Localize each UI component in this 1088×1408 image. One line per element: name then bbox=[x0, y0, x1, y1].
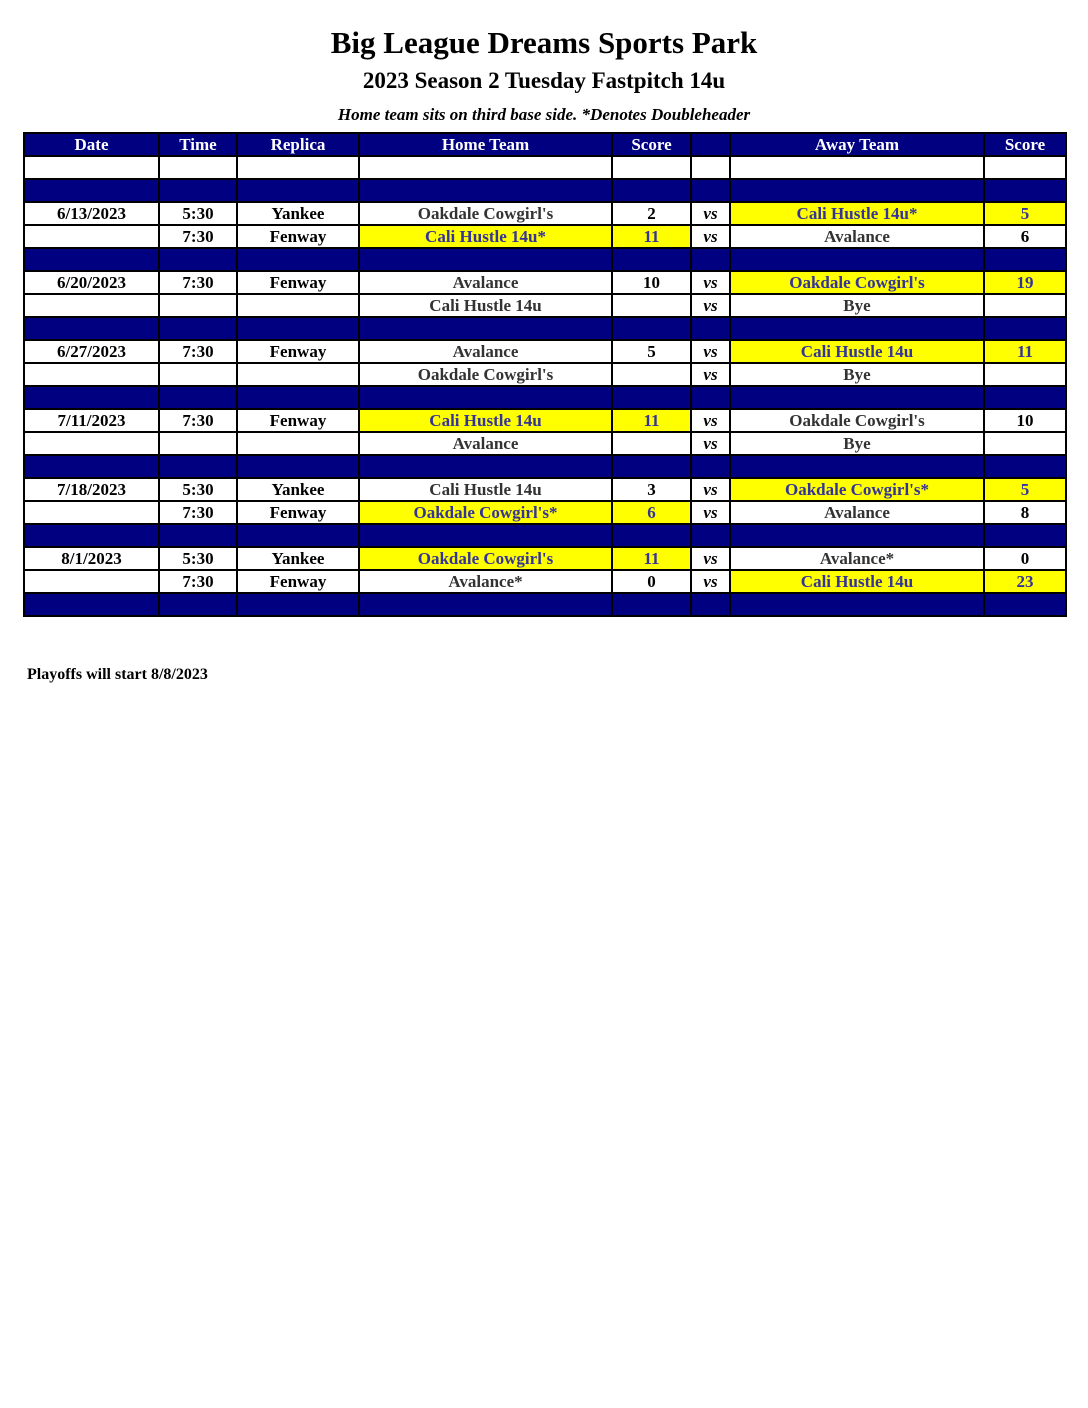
time-cell: 7:30 bbox=[159, 570, 237, 593]
replica-cell: Fenway bbox=[237, 409, 359, 432]
column-header-date: Date bbox=[24, 133, 159, 156]
table-row bbox=[24, 478, 1066, 501]
home-score-cell bbox=[612, 363, 691, 386]
date-cell: 7/11/2023 bbox=[24, 409, 159, 432]
date-cell bbox=[24, 294, 159, 317]
vs-cell: vs bbox=[691, 547, 730, 570]
vs-cell bbox=[691, 248, 730, 271]
replica-cell: Fenway bbox=[237, 225, 359, 248]
vs-cell bbox=[691, 524, 730, 547]
home-score-cell bbox=[612, 294, 691, 317]
time-cell: 7:30 bbox=[159, 409, 237, 432]
table-row bbox=[24, 340, 1066, 363]
vs-cell: vs bbox=[691, 294, 730, 317]
away-score-cell bbox=[984, 317, 1066, 340]
away-team-cell bbox=[730, 593, 984, 616]
home-team-cell: Cali Hustle 14u bbox=[359, 478, 612, 501]
home-team-cell: Avalance bbox=[359, 271, 612, 294]
away-team-cell: Bye bbox=[730, 432, 984, 455]
time-cell bbox=[159, 455, 237, 478]
vs-cell bbox=[691, 179, 730, 202]
away-score-cell: 11 bbox=[984, 340, 1066, 363]
home-score-cell bbox=[612, 179, 691, 202]
vs-cell bbox=[691, 317, 730, 340]
table-row bbox=[24, 501, 1066, 524]
date-cell bbox=[24, 432, 159, 455]
home-score-cell: 10 bbox=[612, 271, 691, 294]
replica-cell bbox=[237, 455, 359, 478]
replica-cell bbox=[237, 432, 359, 455]
away-team-cell: Cali Hustle 14u bbox=[730, 340, 984, 363]
home-team-cell bbox=[359, 179, 612, 202]
vs-cell bbox=[691, 593, 730, 616]
replica-cell bbox=[237, 294, 359, 317]
away-score-cell bbox=[984, 455, 1066, 478]
vs-cell: vs bbox=[691, 340, 730, 363]
time-cell: 7:30 bbox=[159, 271, 237, 294]
page-subtitle: 2023 Season 2 Tuesday Fastpitch 14u bbox=[362, 68, 726, 93]
replica-cell bbox=[237, 363, 359, 386]
time-cell bbox=[159, 179, 237, 202]
date-cell bbox=[24, 156, 159, 179]
away-team-cell bbox=[730, 248, 984, 271]
time-cell bbox=[159, 156, 237, 179]
away-team-cell: Oakdale Cowgirl's bbox=[730, 409, 984, 432]
time-cell bbox=[159, 317, 237, 340]
home-team-cell bbox=[359, 386, 612, 409]
time-cell bbox=[159, 294, 237, 317]
home-team-cell: Oakdale Cowgirl's bbox=[359, 202, 612, 225]
home-score-cell bbox=[612, 524, 691, 547]
home-score-cell: 11 bbox=[612, 547, 691, 570]
away-team-cell: Oakdale Cowgirl's bbox=[730, 271, 984, 294]
home-score-cell bbox=[612, 248, 691, 271]
replica-cell: Yankee bbox=[237, 547, 359, 570]
table-row bbox=[24, 432, 1066, 455]
column-header-away-team: Away Team bbox=[730, 133, 984, 156]
column-header-replica: Replica bbox=[237, 133, 359, 156]
home-team-cell: Oakdale Cowgirl's* bbox=[359, 501, 612, 524]
date-cell: 6/20/2023 bbox=[24, 271, 159, 294]
column-header-home-score: Score bbox=[612, 133, 691, 156]
separator-row bbox=[24, 386, 1066, 409]
separator-row bbox=[24, 455, 1066, 478]
vs-cell: vs bbox=[691, 432, 730, 455]
away-team-cell: Bye bbox=[730, 363, 984, 386]
date-cell bbox=[24, 317, 159, 340]
home-score-cell bbox=[612, 432, 691, 455]
away-score-cell bbox=[984, 524, 1066, 547]
time-cell bbox=[159, 248, 237, 271]
time-cell bbox=[159, 386, 237, 409]
separator-row bbox=[24, 179, 1066, 202]
replica-cell bbox=[237, 248, 359, 271]
away-team-cell bbox=[730, 179, 984, 202]
home-team-cell: Oakdale Cowgirl's bbox=[359, 363, 612, 386]
time-cell bbox=[159, 524, 237, 547]
home-score-cell: 11 bbox=[612, 409, 691, 432]
away-score-cell: 0 bbox=[984, 547, 1066, 570]
table-row bbox=[24, 409, 1066, 432]
away-team-cell: Avalance bbox=[730, 225, 984, 248]
home-team-cell bbox=[359, 156, 612, 179]
replica-cell: Fenway bbox=[237, 501, 359, 524]
home-team-cell: Avalance* bbox=[359, 570, 612, 593]
vs-cell: vs bbox=[691, 202, 730, 225]
home-team-cell bbox=[359, 248, 612, 271]
time-cell bbox=[159, 593, 237, 616]
table-row bbox=[24, 271, 1066, 294]
away-team-cell: Cali Hustle 14u* bbox=[730, 202, 984, 225]
away-team-cell: Cali Hustle 14u bbox=[730, 570, 984, 593]
date-cell bbox=[24, 524, 159, 547]
page-title: Big League Dreams Sports Park bbox=[330, 25, 758, 60]
away-score-cell bbox=[984, 432, 1066, 455]
header-row bbox=[24, 133, 1066, 156]
home-team-cell: Cali Hustle 14u bbox=[359, 294, 612, 317]
time-cell: 5:30 bbox=[159, 547, 237, 570]
away-score-cell: 8 bbox=[984, 501, 1066, 524]
home-team-cell bbox=[359, 593, 612, 616]
away-score-cell: 5 bbox=[984, 202, 1066, 225]
date-cell: 6/27/2023 bbox=[24, 340, 159, 363]
home-team-cell bbox=[359, 317, 612, 340]
separator-row bbox=[24, 593, 1066, 616]
away-score-cell bbox=[984, 156, 1066, 179]
home-score-cell: 6 bbox=[612, 501, 691, 524]
vs-cell: vs bbox=[691, 570, 730, 593]
time-cell: 5:30 bbox=[159, 478, 237, 501]
vs-cell: vs bbox=[691, 501, 730, 524]
home-score-cell bbox=[612, 156, 691, 179]
vs-cell: vs bbox=[691, 478, 730, 501]
vs-cell bbox=[691, 455, 730, 478]
replica-cell: Fenway bbox=[237, 340, 359, 363]
home-score-cell bbox=[612, 317, 691, 340]
separator-row bbox=[24, 317, 1066, 340]
away-score-cell bbox=[984, 593, 1066, 616]
away-team-cell bbox=[730, 156, 984, 179]
vs-cell: vs bbox=[691, 225, 730, 248]
date-cell bbox=[24, 501, 159, 524]
away-team-cell: Avalance* bbox=[730, 547, 984, 570]
away-team-cell bbox=[730, 455, 984, 478]
replica-cell bbox=[237, 179, 359, 202]
page-note: Home team sits on third base side. *Denotes Doubleheader bbox=[337, 105, 751, 124]
replica-cell: Fenway bbox=[237, 570, 359, 593]
schedule-table bbox=[23, 132, 1067, 617]
away-score-cell: 6 bbox=[984, 225, 1066, 248]
time-cell bbox=[159, 363, 237, 386]
home-score-cell bbox=[612, 455, 691, 478]
replica-cell bbox=[237, 317, 359, 340]
vs-cell bbox=[691, 386, 730, 409]
time-cell: 7:30 bbox=[159, 501, 237, 524]
replica-cell bbox=[237, 593, 359, 616]
replica-cell: Fenway bbox=[237, 271, 359, 294]
away-score-cell bbox=[984, 386, 1066, 409]
table-row bbox=[24, 570, 1066, 593]
date-cell: 6/13/2023 bbox=[24, 202, 159, 225]
away-team-cell: Oakdale Cowgirl's* bbox=[730, 478, 984, 501]
replica-cell bbox=[237, 156, 359, 179]
blank-row bbox=[24, 156, 1066, 179]
home-score-cell: 2 bbox=[612, 202, 691, 225]
separator-row bbox=[24, 248, 1066, 271]
date-cell bbox=[24, 593, 159, 616]
time-cell: 5:30 bbox=[159, 202, 237, 225]
away-score-cell: 5 bbox=[984, 478, 1066, 501]
table-row bbox=[24, 202, 1066, 225]
date-cell: 7/18/2023 bbox=[24, 478, 159, 501]
replica-cell bbox=[237, 524, 359, 547]
home-team-cell bbox=[359, 524, 612, 547]
table-row bbox=[24, 294, 1066, 317]
away-team-cell bbox=[730, 524, 984, 547]
table-row bbox=[24, 547, 1066, 570]
home-team-cell: Oakdale Cowgirl's bbox=[359, 547, 612, 570]
date-cell bbox=[24, 225, 159, 248]
replica-cell: Yankee bbox=[237, 202, 359, 225]
vs-cell: vs bbox=[691, 271, 730, 294]
away-score-cell bbox=[984, 179, 1066, 202]
date-cell: 8/1/2023 bbox=[24, 547, 159, 570]
home-team-cell bbox=[359, 455, 612, 478]
away-team-cell bbox=[730, 386, 984, 409]
table-row bbox=[24, 225, 1066, 248]
home-score-cell: 5 bbox=[612, 340, 691, 363]
date-cell bbox=[24, 570, 159, 593]
away-team-cell: Bye bbox=[730, 294, 984, 317]
replica-cell: Yankee bbox=[237, 478, 359, 501]
column-header-away-score: Score bbox=[984, 133, 1066, 156]
home-team-cell: Cali Hustle 14u bbox=[359, 409, 612, 432]
home-score-cell bbox=[612, 386, 691, 409]
away-score-cell: 19 bbox=[984, 271, 1066, 294]
replica-cell bbox=[237, 386, 359, 409]
away-score-cell: 10 bbox=[984, 409, 1066, 432]
vs-cell: vs bbox=[691, 409, 730, 432]
vs-cell: vs bbox=[691, 363, 730, 386]
date-cell bbox=[24, 248, 159, 271]
away-score-cell bbox=[984, 294, 1066, 317]
time-cell: 7:30 bbox=[159, 340, 237, 363]
date-cell bbox=[24, 363, 159, 386]
home-score-cell: 3 bbox=[612, 478, 691, 501]
date-cell bbox=[24, 455, 159, 478]
column-header-vs bbox=[691, 133, 730, 156]
home-score-cell: 11 bbox=[612, 225, 691, 248]
separator-row bbox=[24, 524, 1066, 547]
schedule-body bbox=[24, 156, 1066, 616]
column-header-time: Time bbox=[159, 133, 237, 156]
home-score-cell: 0 bbox=[612, 570, 691, 593]
time-cell: 7:30 bbox=[159, 225, 237, 248]
date-cell bbox=[24, 386, 159, 409]
vs-cell bbox=[691, 156, 730, 179]
away-score-cell bbox=[984, 363, 1066, 386]
away-team-cell bbox=[730, 317, 984, 340]
home-score-cell bbox=[612, 593, 691, 616]
away-score-cell bbox=[984, 248, 1066, 271]
away-team-cell: Avalance bbox=[730, 501, 984, 524]
home-team-cell: Cali Hustle 14u* bbox=[359, 225, 612, 248]
away-score-cell: 23 bbox=[984, 570, 1066, 593]
time-cell bbox=[159, 432, 237, 455]
date-cell bbox=[24, 179, 159, 202]
column-header-home-team: Home Team bbox=[359, 133, 612, 156]
home-team-cell: Avalance bbox=[359, 340, 612, 363]
table-row bbox=[24, 363, 1066, 386]
home-team-cell: Avalance bbox=[359, 432, 612, 455]
playoffs-note: Playoffs will start 8/8/2023 bbox=[27, 666, 208, 683]
